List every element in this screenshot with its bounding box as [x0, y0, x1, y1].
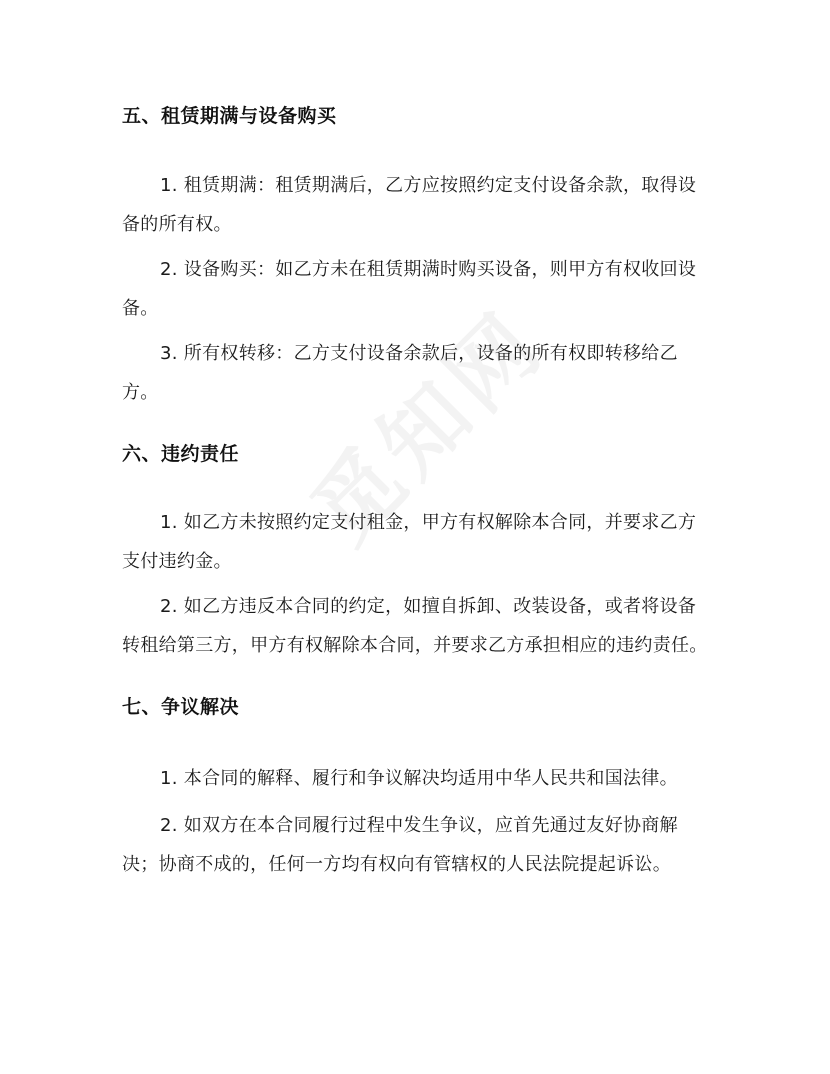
section-title-breach-liability: 六、违约责任	[122, 443, 240, 465]
paragraph-breach-contract: 2. 如乙方违反本合同的约定，如擅自拆卸、改装设备，或者将设备转租给第三方，甲方有权解除本合同，并要求乙方承担相应的违约责任。	[122, 596, 708, 656]
document-body	[122, 100, 710, 884]
paragraph-breach-rent: 1. 如乙方未按照约定支付租金，甲方有权解除本合同，并要求乙方支付违约金。	[122, 512, 697, 572]
paragraph-equipment-purchase: 2. 设备购买：如乙方未在租赁期满时购买设备，则甲方有权收回设备。	[122, 259, 697, 319]
section-title-dispute-resolution: 七、争议解决	[122, 696, 240, 718]
paragraph-lease-expiry: 1. 租赁期满：租赁期满后，乙方应按照约定支付设备余款，取得设备的所有权。	[122, 175, 697, 235]
paragraph-dispute-negotiation: 2. 如双方在本合同履行过程中发生争议，应首先通过友好协商解决；协商不成的，任何一方均有权向有管辖权的人民法院提起诉讼。	[122, 815, 678, 875]
section-title-lease-expiry: 五、租赁期满与设备购买	[122, 105, 337, 127]
paragraph-governing-law: 1. 本合同的解释、履行和争议解决均适用中华人民共和国法律。	[160, 768, 678, 789]
paragraph-ownership-transfer: 3. 所有权转移：乙方支付设备余款后，设备的所有权即转移给乙方。	[122, 343, 678, 403]
